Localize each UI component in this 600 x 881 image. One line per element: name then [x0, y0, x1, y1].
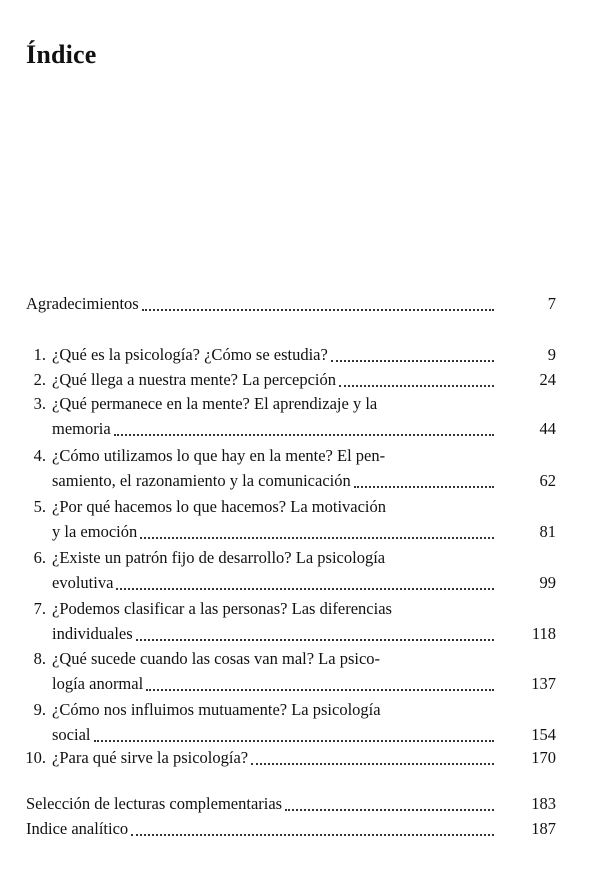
toc-page-number: 62	[539, 471, 556, 490]
toc-entry-text: Indice analítico	[26, 819, 129, 838]
toc-entry-text: ¿Qué es la psicología? ¿Cómo se estudia?	[52, 345, 328, 364]
toc-page-number: 44	[539, 419, 556, 438]
toc-page-number: 9	[547, 345, 556, 364]
toc-entry-text: individuales	[52, 624, 133, 643]
toc-entry-text: ¿Cómo utilizamos lo que hay en la mente? El pen-	[52, 446, 386, 465]
toc-entry-number: 6.	[33, 548, 46, 567]
toc-page-number: 81	[539, 522, 556, 541]
toc-entry-number: 10.	[25, 748, 46, 767]
toc-entry-text: ¿Qué sucede cuando las cosas van mal? La psico-	[52, 649, 381, 668]
dot-leader	[285, 809, 494, 811]
toc-page-number: 170	[531, 748, 556, 767]
dot-leader	[140, 537, 494, 539]
toc-entry-text: Selección de lecturas complementarias	[26, 794, 283, 813]
dot-leader	[251, 763, 494, 765]
toc-page-number: 24	[539, 370, 556, 389]
toc-entry-number: 5.	[33, 497, 46, 516]
toc-entry-text: ¿Qué llega a nuestra mente? La percepción	[52, 370, 337, 389]
dot-leader	[131, 834, 494, 836]
toc-entry-number: 3.	[33, 394, 46, 413]
toc-entry-number: 4.	[33, 446, 46, 465]
toc-page-number: 154	[531, 725, 556, 744]
toc-entry-number: 7.	[33, 599, 46, 618]
dot-leader	[354, 486, 494, 488]
toc-entry-text: ¿Por qué hacemos lo que hacemos? La motivación	[52, 497, 387, 516]
dot-leader	[116, 588, 494, 590]
page-title: Índice	[26, 40, 97, 69]
toc-entry-number: 2.	[33, 370, 46, 389]
dot-leader	[142, 309, 494, 311]
dot-leader	[146, 689, 494, 691]
toc-entry-text: ¿Cómo nos influimos mutuamente? La psicología	[52, 700, 381, 719]
toc-entry-text: samiento, el razonamiento y la comunicación	[52, 471, 351, 490]
toc-page-number: 187	[531, 819, 556, 838]
toc-entry-text: memoria	[52, 419, 111, 438]
toc-entry-text: Agradecimientos	[26, 294, 139, 313]
toc-page-number: 183	[531, 794, 556, 813]
dot-leader	[339, 385, 494, 387]
dot-leader	[114, 434, 494, 436]
dot-leader	[136, 639, 494, 641]
toc-entry-text: social	[52, 725, 91, 744]
toc-entry-text: ¿Podemos clasificar a las personas? Las diferencias	[52, 599, 392, 618]
toc-entry-number: 1.	[33, 345, 46, 364]
toc-entry-text: ¿Qué permanece en la mente? El aprendizaje y la	[52, 394, 378, 413]
toc-entry-number: 9.	[33, 700, 46, 719]
toc-page-number: 137	[531, 674, 556, 693]
toc-page-number: 118	[531, 624, 556, 643]
toc-page-number: 7	[547, 294, 556, 313]
toc-entry-text: ¿Para qué sirve la psicología?	[52, 748, 249, 767]
dot-leader	[331, 360, 494, 362]
dot-leader	[94, 740, 495, 742]
toc-entry-text: ¿Existe un patrón fijo de desarrollo? La psicología	[52, 548, 386, 567]
toc-page-number: 99	[539, 573, 556, 592]
toc-entry-text: y la emoción	[52, 522, 138, 541]
toc-entry-number: 8.	[33, 649, 46, 668]
toc-entry-text: logía anormal	[52, 674, 144, 693]
toc-entry-text: evolutiva	[52, 573, 114, 592]
